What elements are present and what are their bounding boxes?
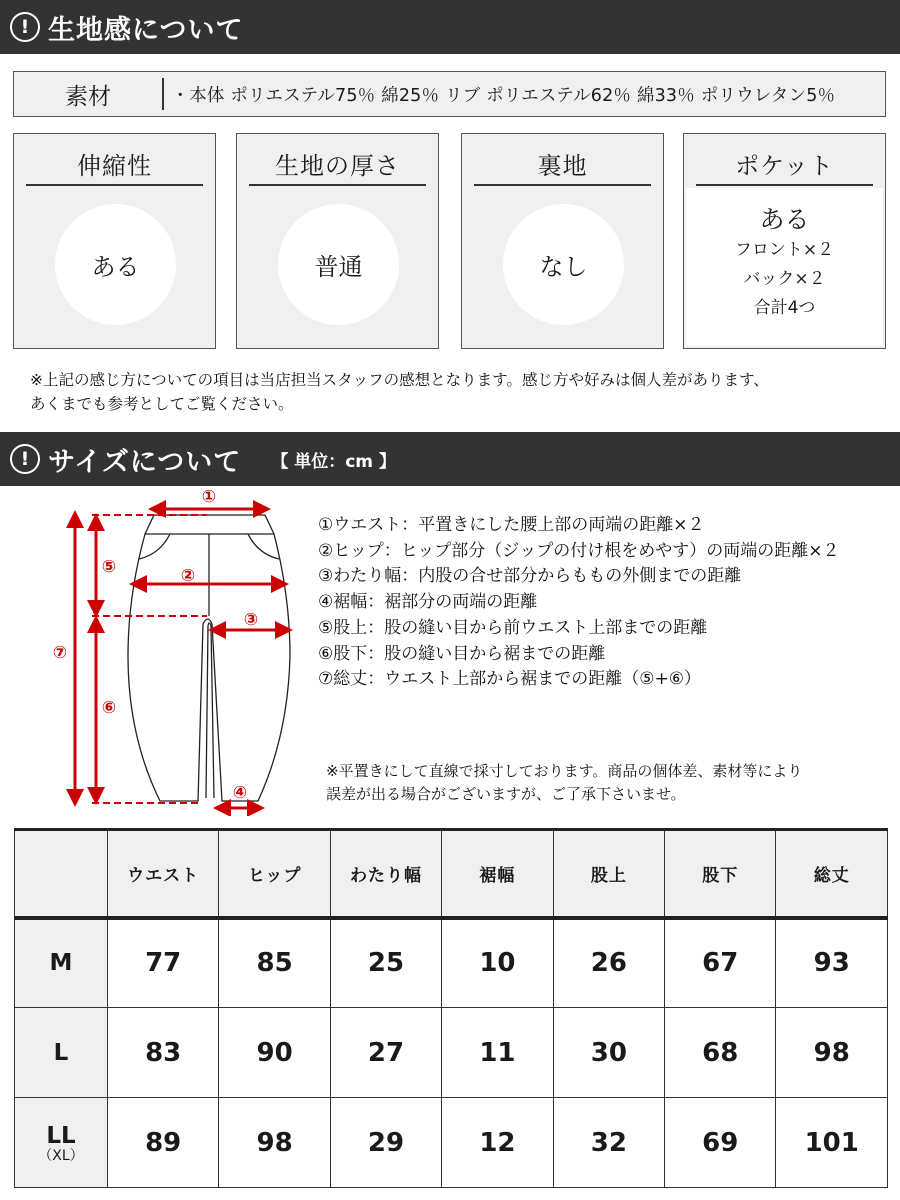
legend-item: ③わたり幅：内股の合せ部分からももの外側までの距離 <box>318 566 742 587</box>
divider <box>249 184 426 186</box>
size-label: L <box>15 1008 108 1098</box>
table-cell: 67 <box>665 918 776 1008</box>
legend-item: ①ウエスト：平置きにした腰上部の両端の距離×２ <box>318 515 705 535</box>
table-cell: 89 <box>107 1098 218 1188</box>
feature-value: ある <box>55 204 176 325</box>
svg-text:⑤: ⑤ <box>101 557 117 577</box>
measurement-note <box>326 760 802 806</box>
feature-title: 生地の厚さ <box>275 152 400 180</box>
svg-text:⑦: ⑦ <box>52 643 68 663</box>
pocket-detail: 合計4つ <box>753 298 816 318</box>
table-cell: 85 <box>219 918 330 1008</box>
legend-item: ②ヒップ：ヒップ部分（ジップの付け根をめやす）の両端の距離×２ <box>318 540 840 561</box>
feature-lining <box>461 133 664 349</box>
legend-item: ④裾幅：裾部分の両端の距離 <box>318 592 538 613</box>
legend-item: ⑥股下：股の縫い目から裾までの距離 <box>318 643 606 664</box>
pocket-detail: フロント×２ <box>734 240 835 260</box>
svg-text:⑥: ⑥ <box>101 698 117 718</box>
size-label-cell <box>15 1098 108 1188</box>
column-header-waist: ウエスト <box>107 830 218 918</box>
table-cell: 93 <box>776 918 888 1008</box>
column-header-rise: 股上 <box>553 830 664 918</box>
table-cell: 68 <box>665 1008 776 1098</box>
table-row <box>15 1098 888 1188</box>
table-cell: 101 <box>776 1098 888 1188</box>
svg-text:④: ④ <box>232 783 248 803</box>
svg-text:③: ③ <box>243 610 259 630</box>
table-row <box>15 918 888 1008</box>
pocket-panel <box>686 188 883 346</box>
size-label: LL <box>46 1122 76 1149</box>
feature-title: 伸縮性 <box>77 152 152 180</box>
column-header-hip: ヒップ <box>219 830 330 918</box>
unit-label: 【 単位：cm 】 <box>271 451 396 472</box>
table-cell: 12 <box>442 1098 553 1188</box>
table-cell: 27 <box>330 1008 441 1098</box>
column-header-thigh: わたり幅 <box>330 830 441 918</box>
table-cell: 69 <box>665 1098 776 1188</box>
fabric-note <box>30 368 769 416</box>
table-cell: 30 <box>553 1008 664 1098</box>
table-cell: 26 <box>553 918 664 1008</box>
divider <box>474 184 651 186</box>
table-cell: 29 <box>330 1098 441 1188</box>
feature-thickness <box>236 133 439 349</box>
svg-text:②: ② <box>180 566 196 586</box>
table-cell: 83 <box>107 1008 218 1098</box>
feature-title: ポケット <box>735 152 834 180</box>
table-cell: 98 <box>219 1098 330 1188</box>
legend-item: ⑤股上：股の縫い目から前ウエスト上部までの距離 <box>318 617 708 638</box>
note-line: 誤差が出る場合がございますが、ご了承下さいませ。 <box>326 785 686 803</box>
table-cell: 98 <box>776 1008 888 1098</box>
feature-value: なし <box>503 204 624 325</box>
table-cell: 90 <box>219 1008 330 1098</box>
material-row <box>13 71 886 117</box>
table-cell: 32 <box>553 1098 664 1188</box>
size-table <box>14 828 888 1188</box>
column-header-length: 総丈 <box>776 830 888 918</box>
svg-text:①: ① <box>201 487 217 507</box>
feature-value: 普通 <box>278 204 399 325</box>
table-header-row <box>15 830 888 918</box>
material-label: 素材 <box>65 83 111 110</box>
note-line: あくまでも参考としてご覧ください。 <box>30 395 294 413</box>
fabric-section-header <box>0 0 900 54</box>
divider <box>26 184 203 186</box>
divider <box>696 184 873 186</box>
column-header-inseam: 股下 <box>665 830 776 918</box>
size-section-header <box>0 432 900 486</box>
size-sublabel: （XL） <box>38 1147 84 1164</box>
exclamation-circle-icon: ! <box>10 12 40 42</box>
pants-diagram <box>0 486 320 816</box>
section-title: サイズについて <box>48 446 242 478</box>
column-header-hem: 裾幅 <box>442 830 553 918</box>
measurement-legend <box>318 513 839 693</box>
feature-value: ある <box>759 205 810 234</box>
legend-item: ⑦総丈：ウエスト上部から裾までの距離（⑤+⑥） <box>318 669 701 690</box>
table-cell: 25 <box>330 918 441 1008</box>
material-value: ・本体 ポリエステル75％ 綿25％ リブ ポリエステル62％ 綿33％ ポリウレタン5％ <box>171 85 836 106</box>
section-title: 生地感について <box>48 14 244 46</box>
table-cell: 10 <box>442 918 553 1008</box>
feature-title: 裏地 <box>537 152 588 180</box>
exclamation-circle-icon: ! <box>10 444 40 474</box>
note-line: ※平置きにして直線で採寸しております。商品の個体差、素材等により <box>326 762 803 780</box>
feature-pocket <box>683 133 886 349</box>
table-cell: 77 <box>107 918 218 1008</box>
pocket-detail: バック×２ <box>743 269 826 289</box>
feature-stretch <box>13 133 216 349</box>
table-row <box>15 1008 888 1098</box>
size-label: M <box>15 918 108 1008</box>
note-line: ※上記の感じ方についての項目は当店担当スタッフの感想となります。感じ方や好みは個人差があります、 <box>30 371 769 389</box>
column-header-empty <box>15 830 108 918</box>
table-cell: 11 <box>442 1008 553 1098</box>
